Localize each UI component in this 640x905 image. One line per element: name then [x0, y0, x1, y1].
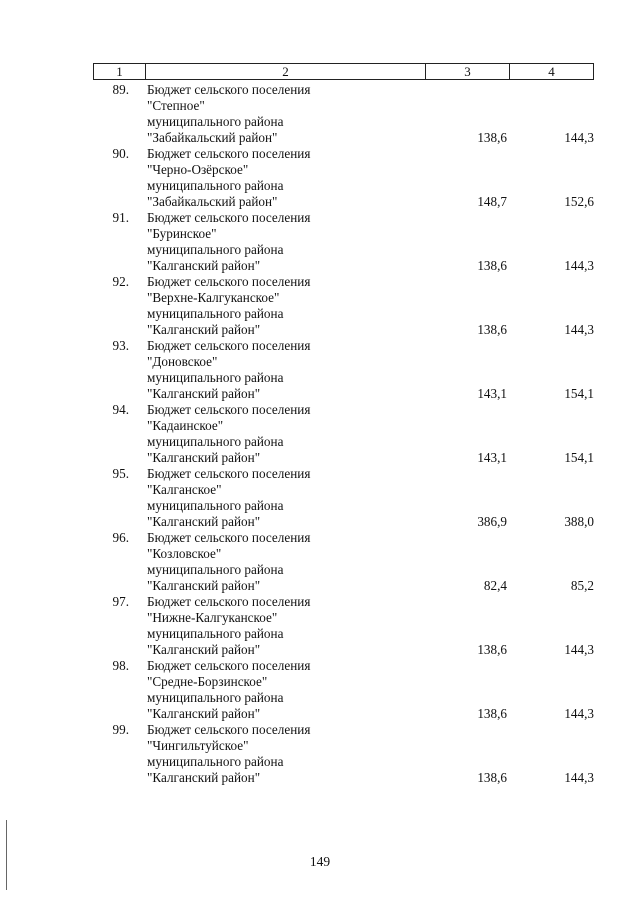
description-line: Бюджет сельского поселения [147, 658, 311, 673]
table-body [93, 82, 594, 786]
row-number: 93. [112, 338, 129, 353]
row-description [147, 594, 427, 658]
value-col-4: 144,3 [564, 130, 594, 145]
description-line: "Черно-Озёрское" [147, 162, 249, 177]
value-col-3: 143,1 [477, 450, 507, 465]
value-col-3: 82,4 [483, 578, 507, 593]
value-col-4: 154,1 [564, 450, 594, 465]
description-line: "Нижне-Калгуканское" [147, 610, 278, 625]
value-col-3: 138,6 [477, 258, 507, 273]
row-number: 92. [112, 274, 129, 289]
description-line: Бюджет сельского поселения [147, 146, 311, 161]
table-row [93, 594, 594, 658]
description-line: "Калганский район" [147, 258, 261, 273]
description-line: муниципального района [147, 178, 284, 193]
description-line: "Калганский район" [147, 386, 261, 401]
value-col-3: 138,6 [477, 642, 507, 657]
description-line: муниципального района [147, 754, 284, 769]
description-line: Бюджет сельского поселения [147, 466, 311, 481]
row-description [147, 82, 427, 146]
description-line: Бюджет сельского поселения [147, 274, 311, 289]
description-line: Бюджет сельского поселения [147, 210, 311, 225]
value-col-4: 152,6 [564, 194, 594, 209]
value-col-4: 144,3 [564, 770, 594, 785]
value-col-4: 144,3 [564, 642, 594, 657]
description-line: "Кадаинское" [147, 418, 224, 433]
description-line: "Калганское" [147, 482, 222, 497]
description-line: "Калганский район" [147, 642, 261, 657]
value-col-3: 138,6 [477, 706, 507, 721]
row-description [147, 466, 427, 530]
description-line: "Забайкальский район" [147, 130, 278, 145]
table-row [93, 722, 594, 786]
description-line: "Калганский район" [147, 578, 261, 593]
row-number: 95. [112, 466, 129, 481]
row-number: 97. [112, 594, 129, 609]
row-description [147, 530, 427, 594]
table-row [93, 338, 594, 402]
description-line: муниципального района [147, 306, 284, 321]
row-description [147, 146, 427, 210]
row-description [147, 338, 427, 402]
value-col-3: 138,6 [477, 322, 507, 337]
page-number: 149 [309, 854, 331, 869]
value-col-4: 154,1 [564, 386, 594, 401]
description-line: "Козловское" [147, 546, 222, 561]
description-line: Бюджет сельского поселения [147, 338, 311, 353]
description-line: муниципального района [147, 434, 284, 449]
description-line: "Степное" [147, 98, 205, 113]
description-line: "Средне-Борзинское" [147, 674, 268, 689]
description-line: муниципального района [147, 114, 284, 129]
description-line: "Забайкальский район" [147, 194, 278, 209]
value-col-4: 144,3 [564, 258, 594, 273]
description-line: "Калганский район" [147, 706, 261, 721]
table-row [93, 658, 594, 722]
description-line: муниципального района [147, 690, 284, 705]
description-line: муниципального района [147, 498, 284, 513]
header-col-2: 2 [146, 64, 426, 79]
row-description [147, 274, 427, 338]
header-col-4: 4 [548, 64, 555, 79]
table-row [93, 274, 594, 338]
value-col-3: 386,9 [477, 514, 507, 529]
description-line: "Доновское" [147, 354, 218, 369]
table-row [93, 402, 594, 466]
description-line: Бюджет сельского поселения [147, 722, 311, 737]
table-row [93, 82, 594, 146]
row-description [147, 722, 427, 786]
description-line: муниципального района [147, 242, 284, 257]
description-line: "Чингильтуйское" [147, 738, 249, 753]
row-description [147, 402, 427, 466]
table-row [93, 466, 594, 530]
description-line: муниципального района [147, 370, 284, 385]
table-row [93, 146, 594, 210]
table-row [93, 210, 594, 274]
description-line: муниципального района [147, 562, 284, 577]
description-line: "Верхне-Калгуканское" [147, 290, 280, 305]
header-col-1: 1 [94, 64, 146, 79]
description-line: "Калганский район" [147, 322, 261, 337]
row-description [147, 658, 427, 722]
row-number: 94. [112, 402, 129, 417]
header-col-3: 3 [426, 64, 510, 79]
value-col-4: 388,0 [564, 514, 594, 529]
description-line: Бюджет сельского поселения [147, 594, 311, 609]
table-header [93, 63, 594, 80]
value-col-4: 144,3 [564, 706, 594, 721]
description-line: Бюджет сельского поселения [147, 530, 311, 545]
description-line: "Калганский район" [147, 770, 261, 785]
value-col-4: 85,2 [570, 578, 594, 593]
description-line: Бюджет сельского поселения [147, 402, 311, 417]
description-line: "Калганский район" [147, 450, 261, 465]
row-number: 91. [112, 210, 129, 225]
description-line: "Калганский район" [147, 514, 261, 529]
row-description [147, 210, 427, 274]
value-col-3: 138,6 [477, 770, 507, 785]
value-col-3: 148,7 [477, 194, 507, 209]
value-col-4: 144,3 [564, 322, 594, 337]
value-col-3: 138,6 [477, 130, 507, 145]
row-number: 98. [112, 658, 129, 673]
row-number: 96. [112, 530, 129, 545]
value-col-3: 143,1 [477, 386, 507, 401]
table-row [93, 530, 594, 594]
description-line: "Буринское" [147, 226, 217, 241]
row-number: 99. [112, 722, 129, 737]
row-number: 89. [112, 82, 129, 97]
description-line: муниципального района [147, 626, 284, 641]
description-line: Бюджет сельского поселения [147, 82, 311, 97]
row-number: 90. [112, 146, 129, 161]
